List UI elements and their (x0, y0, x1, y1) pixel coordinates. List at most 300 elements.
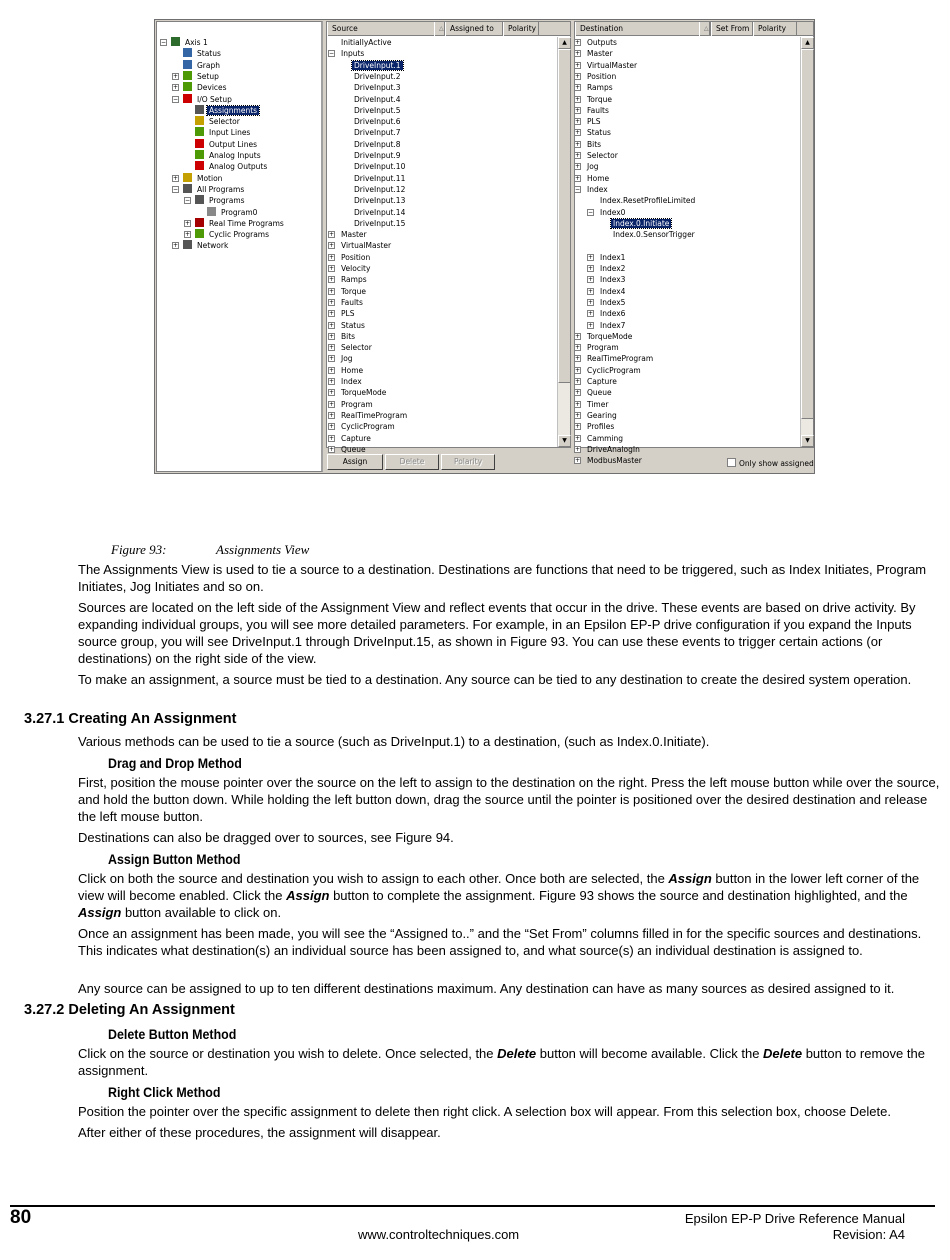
tree-item[interactable] (575, 376, 619, 387)
tree-item-label: Profiles (587, 422, 615, 432)
tree-item[interactable] (575, 421, 616, 432)
expand-icon[interactable]: + (588, 276, 594, 284)
tree-item[interactable] (329, 331, 357, 342)
expand-icon[interactable]: + (329, 378, 335, 385)
expand-icon[interactable]: + (575, 140, 581, 148)
tree-item[interactable] (329, 410, 409, 421)
assignments-icon (195, 105, 204, 114)
tree-item-label: CyclicProgram (341, 422, 395, 432)
tree-item[interactable] (161, 37, 210, 48)
assign-emphasis: Assign (78, 905, 122, 920)
tree-item-label: Graph (197, 60, 221, 70)
expand-icon[interactable]: + (575, 61, 581, 69)
sort-ascending-icon: △ (434, 22, 445, 36)
graph-icon (183, 60, 192, 69)
expand-icon[interactable]: + (588, 265, 594, 272)
tree-item[interactable] (575, 410, 619, 421)
expand-icon[interactable]: + (329, 231, 335, 239)
tree-item-label: Index4 (600, 286, 626, 296)
all-programs-icon (183, 184, 192, 193)
source-column-headers (327, 22, 570, 36)
collapse-icon[interactable]: − (173, 185, 179, 193)
only-show-assigned-checkbox[interactable] (727, 458, 814, 468)
tree-item[interactable] (575, 353, 655, 364)
setup-icon (183, 71, 192, 80)
tree-item[interactable] (575, 342, 621, 353)
tree-item[interactable] (575, 173, 611, 184)
tree-item[interactable] (352, 82, 403, 93)
tree-item-label: Index2 (600, 264, 626, 273)
tree-item[interactable] (173, 94, 234, 105)
expand-icon[interactable]: + (329, 389, 335, 397)
tree-item-label: Capture (587, 377, 617, 386)
tree-item-label: Torque (587, 94, 612, 104)
subheading-drag-drop: Drag and Drop Method (108, 756, 242, 771)
tree-item[interactable] (611, 218, 671, 229)
delete-button[interactable]: Delete (385, 454, 439, 470)
expand-icon[interactable]: + (329, 276, 335, 284)
tree-item[interactable] (329, 320, 367, 331)
tree-item[interactable] (352, 139, 403, 150)
expand-icon[interactable]: + (173, 84, 179, 92)
tree-item-label: Output Lines (209, 139, 257, 149)
delete-emphasis: Delete (763, 1046, 803, 1061)
tree-item-label: RealTimeProgram (341, 410, 408, 420)
expand-icon[interactable]: + (173, 72, 179, 80)
tree-item[interactable] (352, 116, 403, 127)
tree-item[interactable] (352, 218, 407, 229)
column-header-set-from[interactable]: Set From (711, 22, 753, 36)
expand-icon[interactable]: + (329, 265, 335, 272)
tree-item-label: Queue (587, 388, 612, 398)
tree-item-label: Devices (197, 83, 227, 93)
tree-item[interactable] (598, 195, 697, 206)
expand-icon[interactable]: + (329, 434, 335, 442)
expand-icon[interactable]: + (575, 457, 581, 465)
tree-item-label: DriveInput.1 (354, 60, 401, 70)
tree-item[interactable] (195, 116, 242, 127)
source-scrollbar[interactable] (557, 37, 570, 447)
tree-item-label: Selector (587, 151, 618, 160)
tree-item-label: DriveInput.2 (354, 71, 401, 81)
tree-item-label: Assignments (209, 105, 258, 115)
tree-item[interactable] (611, 240, 615, 251)
expand-icon[interactable]: + (329, 310, 335, 318)
tree-item-label: Capture (341, 433, 371, 443)
tree-item[interactable] (207, 207, 259, 218)
tree-item[interactable] (575, 127, 613, 138)
tree-item[interactable] (575, 71, 618, 82)
source-tree (327, 37, 556, 454)
tree-item[interactable] (195, 127, 252, 138)
tree-item[interactable] (575, 82, 615, 93)
tree-item[interactable] (575, 387, 614, 398)
tree-item-label: PLS (587, 117, 601, 127)
project-tree (157, 37, 321, 471)
paragraph-assign-button (78, 870, 940, 921)
tree-item-label: Home (341, 365, 364, 375)
expand-icon[interactable]: + (575, 95, 581, 103)
expand-icon[interactable]: + (575, 445, 581, 453)
expand-icon[interactable]: + (575, 423, 581, 431)
tree-item-label: Index (341, 377, 362, 386)
tree-item-label: Gearing (587, 410, 617, 420)
tree-item[interactable] (575, 105, 611, 116)
tree-item-label: DriveInput.13 (354, 196, 406, 206)
axis-icon (171, 37, 180, 46)
tree-item-label: PLS (341, 309, 355, 319)
expand-icon[interactable]: + (329, 287, 335, 295)
expand-icon[interactable]: + (329, 344, 335, 352)
tree-item[interactable] (575, 37, 619, 48)
tree-item-label: Selector (209, 117, 240, 127)
sort-ascending-icon: △ (699, 22, 710, 36)
expand-icon[interactable]: + (575, 163, 581, 171)
tree-item[interactable] (185, 195, 247, 206)
text-run: button in the lower left corner of the view will become enabled. Click the (78, 871, 920, 903)
tree-item-label: Camming (587, 433, 624, 443)
tree-item-label: Master (341, 230, 367, 240)
tree-item-label: Index3 (600, 275, 626, 285)
destination-column-headers (575, 22, 813, 36)
paragraph-after-assignment: Once an assignment has been made, you will see the “Assigned to..” and the “Set From” columns filled in for the specific sources and destinations. This indicates what destination(s) an individual source has been assigned to, and what source(s) an individual destination is assigned to. (78, 926, 922, 958)
tree-item[interactable] (195, 139, 259, 150)
tree-item[interactable] (173, 71, 221, 82)
tree-item[interactable] (329, 387, 388, 398)
tree-item-label: Inputs (341, 49, 365, 59)
tree-item[interactable] (575, 94, 614, 105)
expand-icon[interactable]: + (575, 400, 581, 408)
tree-item[interactable] (575, 444, 642, 455)
paragraph-delete-button (78, 1045, 940, 1079)
tree-item-label: Program (341, 399, 373, 409)
figure-caption (111, 541, 310, 558)
expand-icon[interactable]: + (588, 321, 594, 329)
analog-inputs-icon (195, 150, 204, 159)
tree-item[interactable] (329, 308, 356, 319)
cyclic-programs-icon (195, 229, 204, 238)
expand-icon[interactable]: + (575, 72, 581, 80)
tree-item[interactable] (575, 48, 615, 59)
collapse-icon[interactable]: − (575, 185, 581, 193)
column-header-polarity[interactable]: Polarity (503, 22, 539, 36)
tree-item-label: Index.0.SensorTrigger (613, 230, 695, 240)
tree-item-label: DriveInput.10 (354, 162, 406, 172)
tree-item[interactable] (195, 150, 263, 161)
assign-button[interactable]: Assign (327, 454, 383, 470)
paragraph-drag-destinations: Destinations can also be dragged over to sources, see Figure 94. (78, 830, 454, 845)
tree-item[interactable] (329, 240, 393, 251)
tree-item[interactable] (575, 184, 610, 195)
tree-item-label: Index5 (600, 297, 626, 307)
tree-item[interactable] (185, 229, 271, 240)
expand-icon[interactable]: + (173, 242, 179, 250)
footer-rule (10, 1205, 935, 1207)
tree-item[interactable] (575, 150, 620, 161)
tree-item[interactable] (352, 161, 407, 172)
expand-icon[interactable]: + (329, 423, 335, 431)
tree-item[interactable] (329, 376, 364, 387)
tree-item[interactable] (575, 139, 603, 150)
expand-icon[interactable]: + (588, 253, 594, 261)
tree-item-label: Outputs (587, 38, 617, 47)
collapse-icon[interactable]: − (329, 50, 335, 58)
page-number: 80 (10, 1207, 32, 1228)
tree-item-label: Bits (341, 331, 356, 341)
subheading-right-click: Right Click Method (108, 1085, 221, 1100)
expand-icon[interactable]: + (329, 366, 335, 374)
expand-icon[interactable]: + (329, 332, 335, 340)
tree-item-label: Index (587, 184, 608, 194)
tree-item-label: Program0 (221, 207, 258, 217)
collapse-icon[interactable]: − (185, 197, 191, 205)
motion-icon (183, 173, 192, 182)
tree-item-label: Cyclic Programs (209, 230, 270, 240)
tree-item[interactable] (183, 60, 222, 71)
devices-icon (183, 82, 192, 91)
tree-item-label: Analog Outputs (209, 162, 268, 172)
tree-item[interactable] (329, 252, 372, 263)
paragraph-right-click: Position the pointer over the specific assignment to delete then right click. A selection box will appear. From this selection box, choose Delete. (78, 1104, 891, 1119)
tree-item[interactable] (329, 399, 375, 410)
expand-icon[interactable]: + (185, 219, 191, 227)
expand-icon[interactable]: + (575, 434, 581, 442)
text-run: Click on both the source and destination you wish to assign to each other. Once both are selected, the (78, 871, 669, 886)
tree-item[interactable] (329, 263, 372, 274)
tree-item-label: Index.ResetProfileLimited (600, 196, 696, 206)
tree-item[interactable] (352, 60, 403, 71)
collapse-icon[interactable]: − (161, 39, 167, 46)
collapse-icon[interactable]: − (588, 208, 594, 216)
expand-icon[interactable]: + (588, 310, 594, 318)
expand-icon[interactable]: + (329, 242, 335, 250)
column-header-source[interactable]: Source (327, 22, 445, 36)
scroll-down-button[interactable]: ▼ (801, 435, 814, 447)
expand-icon[interactable]: + (329, 355, 335, 363)
source-pane (326, 21, 571, 454)
text-run: button will become available. Click the (536, 1046, 764, 1061)
expand-icon[interactable]: + (575, 344, 581, 352)
expand-icon[interactable]: + (575, 378, 581, 385)
tree-item[interactable] (173, 184, 246, 195)
output-lines-icon (195, 139, 204, 148)
tree-item-label: Jog (341, 354, 353, 364)
assign-emphasis: Assign (286, 888, 330, 903)
tree-item[interactable] (611, 229, 697, 240)
tree-item[interactable] (329, 342, 374, 353)
tree-item[interactable] (352, 94, 403, 105)
tree-item[interactable] (329, 353, 355, 364)
column-header-assigned-to[interactable]: Assigned to (445, 22, 503, 36)
tree-item-label: DriveInput.7 (354, 128, 401, 138)
tree-item-label: InitiallyActive (341, 38, 392, 47)
status-icon (183, 48, 192, 57)
scroll-up-button[interactable]: ▲ (801, 37, 814, 49)
tree-item-label: TorqueMode (341, 388, 387, 398)
tree-item-label: Ramps (587, 83, 613, 93)
tree-item[interactable] (588, 297, 627, 308)
text-run: button to complete the assignment. Figure 93 shows the source and destination highlighted, and the (329, 888, 908, 903)
expand-icon[interactable]: + (173, 174, 179, 182)
tree-item-label: Index6 (600, 309, 626, 319)
tree-item[interactable] (575, 116, 602, 127)
tree-item-label (611, 241, 615, 250)
scroll-thumb[interactable] (801, 49, 814, 419)
tree-item[interactable] (575, 455, 644, 466)
tree-item-label: Velocity (341, 264, 371, 273)
checkbox-box[interactable] (727, 458, 736, 467)
tree-item-label: Analog Inputs (209, 151, 261, 160)
expand-icon[interactable]: + (329, 411, 335, 419)
paragraph-make-assignment: To make an assignment, a source must be tied to a destination. Any source can be tied to any destination to create the desired system operation. (78, 672, 912, 687)
input-lines-icon (195, 127, 204, 136)
expand-icon[interactable]: + (185, 231, 191, 239)
expand-icon[interactable]: + (329, 400, 335, 408)
figure-number: Figure 93: (111, 542, 167, 557)
expand-icon[interactable]: + (575, 355, 581, 363)
tree-item[interactable] (352, 150, 403, 161)
column-header-polarity[interactable]: Polarity (753, 22, 797, 36)
tree-item-label: TorqueMode (587, 331, 633, 341)
tree-item-label: DriveAnalogIn (587, 444, 640, 454)
tree-item-label: DriveInput.9 (354, 151, 401, 160)
tree-item[interactable] (329, 229, 369, 240)
tree-item-label: Torque (341, 286, 366, 296)
paragraph-limits: Any source can be assigned to up to ten different destinations maximum. Any destination can have as many sources as desired assigned to it. (78, 981, 895, 996)
tree-item-label: DriveInput.5 (354, 105, 401, 115)
tree-item[interactable] (352, 127, 403, 138)
tree-item[interactable] (588, 252, 627, 263)
subheading-delete-button: Delete Button Method (108, 1027, 237, 1042)
tree-item-label: Bits (587, 139, 602, 149)
tree-item-label: Ramps (341, 275, 367, 285)
tree-item[interactable] (183, 48, 223, 59)
tree-item[interactable] (352, 195, 407, 206)
tree-item[interactable] (173, 82, 229, 93)
tree-item[interactable] (588, 308, 627, 319)
tree-item-label: Selector (341, 343, 372, 353)
tree-item[interactable] (588, 286, 627, 297)
tree-item[interactable] (185, 218, 286, 229)
tree-item[interactable] (588, 274, 627, 285)
tree-item-label: DriveInput.4 (354, 94, 401, 104)
expand-icon[interactable]: + (575, 50, 581, 58)
expand-icon[interactable]: + (575, 84, 581, 92)
tree-item[interactable] (329, 433, 373, 444)
tree-item[interactable] (575, 399, 610, 410)
assign-emphasis: Assign (668, 871, 712, 886)
tree-item[interactable] (352, 105, 403, 116)
expand-icon[interactable]: + (575, 411, 581, 419)
tree-item-label: Status (341, 320, 365, 330)
tree-item[interactable] (329, 274, 369, 285)
tree-item-label: DriveInput.8 (354, 139, 401, 149)
tree-item-label: Jog (587, 162, 599, 172)
destination-scrollbar[interactable] (800, 37, 813, 447)
tree-item[interactable] (352, 173, 407, 184)
expand-icon[interactable]: + (588, 287, 594, 295)
scroll-up-button[interactable]: ▲ (558, 37, 571, 49)
expand-icon[interactable]: + (329, 298, 335, 306)
expand-icon[interactable]: + (575, 366, 581, 374)
tree-item[interactable] (352, 184, 407, 195)
tree-item[interactable] (329, 286, 368, 297)
tree-item-label: Network (197, 241, 229, 251)
expand-icon[interactable]: + (575, 118, 581, 126)
tree-item[interactable] (173, 173, 224, 184)
project-tree-pane (156, 21, 323, 472)
analog-outputs-icon (195, 161, 204, 170)
tree-item[interactable] (575, 331, 634, 342)
tree-item-label: Faults (587, 105, 609, 115)
paragraph-methods: Various methods can be used to tie a source (such as DriveInput.1) to a destination, (such as Index.0.Initiate). (78, 734, 710, 749)
expand-icon[interactable]: + (588, 298, 594, 306)
tree-item[interactable] (339, 37, 393, 48)
expand-icon[interactable]: + (329, 321, 335, 329)
tree-item-label: VirtualMaster (587, 60, 638, 70)
tree-item-label: Faults (341, 297, 363, 307)
paragraph-drag-drop: First, position the mouse pointer over the source on the left to assign to the destination on the right. Press the left mouse button while over the source, and hold the button down. While holding the left button down, drag the source until the pointer is positioned over the desired destination and release the left mouse button. (78, 775, 940, 824)
collapse-icon[interactable]: − (173, 95, 179, 103)
tree-item[interactable] (195, 105, 259, 116)
tree-item[interactable] (588, 320, 627, 331)
tree-item[interactable] (195, 161, 269, 172)
tree-item[interactable] (588, 263, 627, 274)
tree-item[interactable] (329, 297, 365, 308)
tree-item[interactable] (329, 421, 397, 432)
expand-icon[interactable]: + (575, 332, 581, 340)
tree-item[interactable] (329, 48, 366, 59)
tree-item-label: RealTimeProgram (587, 354, 654, 364)
column-header-destination[interactable]: Destination (575, 22, 711, 36)
expand-icon[interactable]: + (575, 129, 581, 137)
tree-item[interactable] (575, 60, 639, 71)
tree-item-label: Index.0.Initiate (613, 218, 670, 228)
expand-icon[interactable]: + (329, 445, 335, 453)
tree-item[interactable] (329, 365, 365, 376)
polarity-button[interactable]: Polarity (441, 454, 495, 470)
manual-title: Epsilon EP-P Drive Reference Manual (684, 1211, 905, 1226)
tree-item[interactable] (352, 71, 403, 82)
expand-icon[interactable]: + (575, 174, 581, 182)
tree-item[interactable] (352, 207, 407, 218)
tree-item[interactable] (173, 240, 230, 251)
tree-item-label: Program (587, 343, 619, 353)
tree-item[interactable] (575, 433, 625, 444)
expand-icon[interactable]: + (575, 106, 581, 114)
expand-icon[interactable]: + (575, 39, 581, 46)
revision: Revision: A4 (832, 1227, 905, 1242)
tree-item-label: Index1 (600, 252, 626, 262)
tree-item[interactable] (575, 161, 601, 172)
tree-item-label: Timer (587, 399, 609, 409)
text-run: button to remove the assignment. (78, 1046, 925, 1078)
tree-item[interactable] (575, 365, 643, 376)
tree-item[interactable] (588, 207, 627, 218)
scroll-down-button[interactable]: ▼ (558, 435, 571, 447)
expand-icon[interactable]: + (329, 253, 335, 261)
tree-item-label: DriveInput.12 (354, 184, 406, 194)
assignments-view-screenshot (154, 19, 815, 474)
tree-item-label: Programs (209, 196, 245, 206)
expand-icon[interactable]: + (575, 389, 581, 397)
scroll-thumb[interactable] (558, 49, 571, 383)
section-heading-creating: 3.27.1 Creating An Assignment (24, 711, 237, 727)
tree-item-label: Index0 (600, 207, 626, 217)
expand-icon[interactable]: + (575, 152, 581, 159)
footer-url[interactable]: www.controltechniques.com (358, 1227, 520, 1242)
tree-item-label: I/O Setup (197, 94, 232, 104)
